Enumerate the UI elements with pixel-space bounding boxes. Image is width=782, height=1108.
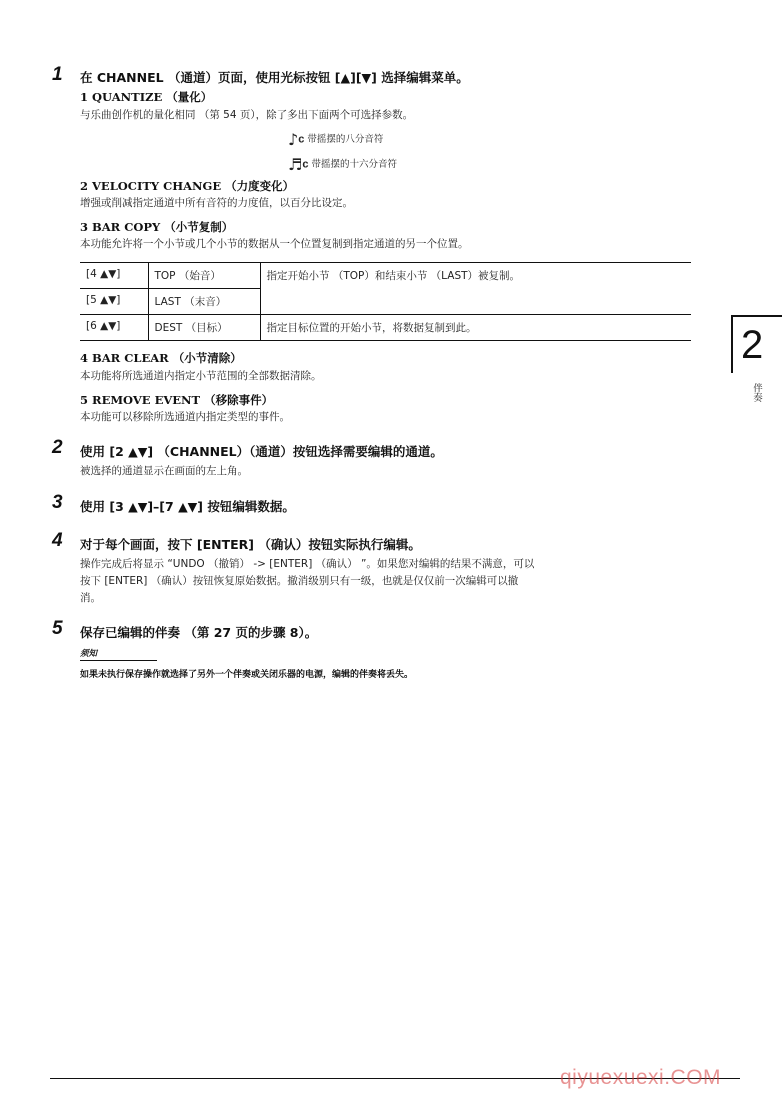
- step-4-number: 4: [52, 530, 63, 551]
- barcopy-description: 本功能允许将一个小节或几个小节的数据从一个位置复制到指定通道的另一个位置。: [80, 238, 469, 250]
- step-3-number: 3: [52, 492, 63, 513]
- step-1-number: 1: [52, 64, 63, 85]
- swing-sixteenth-label: 带摇摆的十六分音符: [311, 159, 398, 170]
- chapter-tab: [731, 315, 782, 373]
- step-2-number: 2: [52, 437, 63, 458]
- note-divider: [80, 660, 157, 661]
- swing-eighth-label: 带摇摆的八分音符: [307, 134, 384, 145]
- step-4-description-line1: 操作完成后将显示 “UNDO （撤销） -> [ENTER] （确认） ”。如果您对编辑的结果不满意，可以: [80, 558, 535, 570]
- swing-sixteenth-option: [288, 155, 397, 174]
- barclear-description: 本功能将所选通道内指定小节范围的全部数据清除。: [80, 370, 322, 382]
- table-cell-desc: 指定目标位置的开始小节，将数据复制到此。: [260, 315, 691, 341]
- quantize-description: 与乐曲创作机的量化相同 （第 54 页），除了多出下面两个可选择参数。: [80, 109, 414, 121]
- remove-event-description: 本功能可以移除所选通道内指定类型的事件。: [80, 411, 290, 423]
- barcopy-table: [80, 262, 691, 341]
- swing-c-mark: c: [298, 133, 305, 146]
- velocity-description: 增强或削减指定通道中所有音符的力度值，以百分比设定。: [80, 197, 353, 209]
- chapter-number: 2: [741, 323, 764, 367]
- step-1-title: 在 CHANNEL （通道）页面，使用光标按钮 [▲][▼] 选择编辑菜单。: [80, 70, 469, 85]
- table-cell-button: [6 ▲▼]: [80, 315, 148, 341]
- table-row: [80, 315, 691, 341]
- step-5-title: 保存已编辑的伴奏 （第 27 页的步骤 8）。: [80, 625, 318, 640]
- table-cell-param: LAST （末音）: [148, 289, 260, 315]
- barcopy-heading: 3 BAR COPY （小节复制）: [80, 220, 234, 234]
- chapter-label: 伴奏: [751, 383, 762, 402]
- table-cell-button: [5 ▲▼]: [80, 289, 148, 315]
- table-row: [80, 263, 691, 289]
- step-4-description-line2: 按下 [ENTER] （确认）按钮恢复原始数据。撤消级别只有一级，也就是仅仅前一次编辑可以撤: [80, 575, 519, 587]
- remove-event-heading: 5 REMOVE EVENT （移除事件）: [80, 393, 274, 407]
- barclear-heading: 4 BAR CLEAR （小节清除）: [80, 351, 242, 365]
- table-cell-param: DEST （目标）: [148, 315, 260, 341]
- note-label: 须知: [80, 649, 98, 659]
- swing-eighth-option: [288, 130, 383, 149]
- swing-c-mark: c: [302, 158, 309, 171]
- step-2-title: 使用 [2 ▲▼] （CHANNEL）（通道）按钮选择需要编辑的通道。: [80, 444, 443, 459]
- watermark: qiyuexuexi.COM: [560, 1066, 722, 1089]
- velocity-heading: 2 VELOCITY CHANGE （力度变化）: [80, 179, 295, 193]
- table-cell-param: TOP （始音）: [148, 263, 260, 289]
- sixteenth-note-icon: ♬: [288, 155, 303, 174]
- step-4-title: 对于每个画面，按下 [ENTER] （确认）按钮实际执行编辑。: [80, 537, 421, 552]
- step-4-description-line3: 消。: [80, 592, 101, 604]
- quantize-heading: 1 QUANTIZE （量化）: [80, 90, 213, 104]
- note-text: 如果未执行保存操作就选择了另外一个伴奏或关闭乐器的电源，编辑的伴奏将丢失。: [80, 670, 414, 680]
- step-3-title: 使用 [3 ▲▼]–[7 ▲▼] 按钮编辑数据。: [80, 499, 295, 514]
- step-2-description: 被选择的通道显示在画面的左上角。: [80, 465, 248, 477]
- table-cell-button: [4 ▲▼]: [80, 263, 148, 289]
- table-cell-desc: 指定开始小节 （TOP）和结束小节 （LAST）被复制。: [260, 263, 691, 315]
- eighth-note-icon: ♪: [288, 130, 299, 149]
- step-5-number: 5: [52, 618, 63, 639]
